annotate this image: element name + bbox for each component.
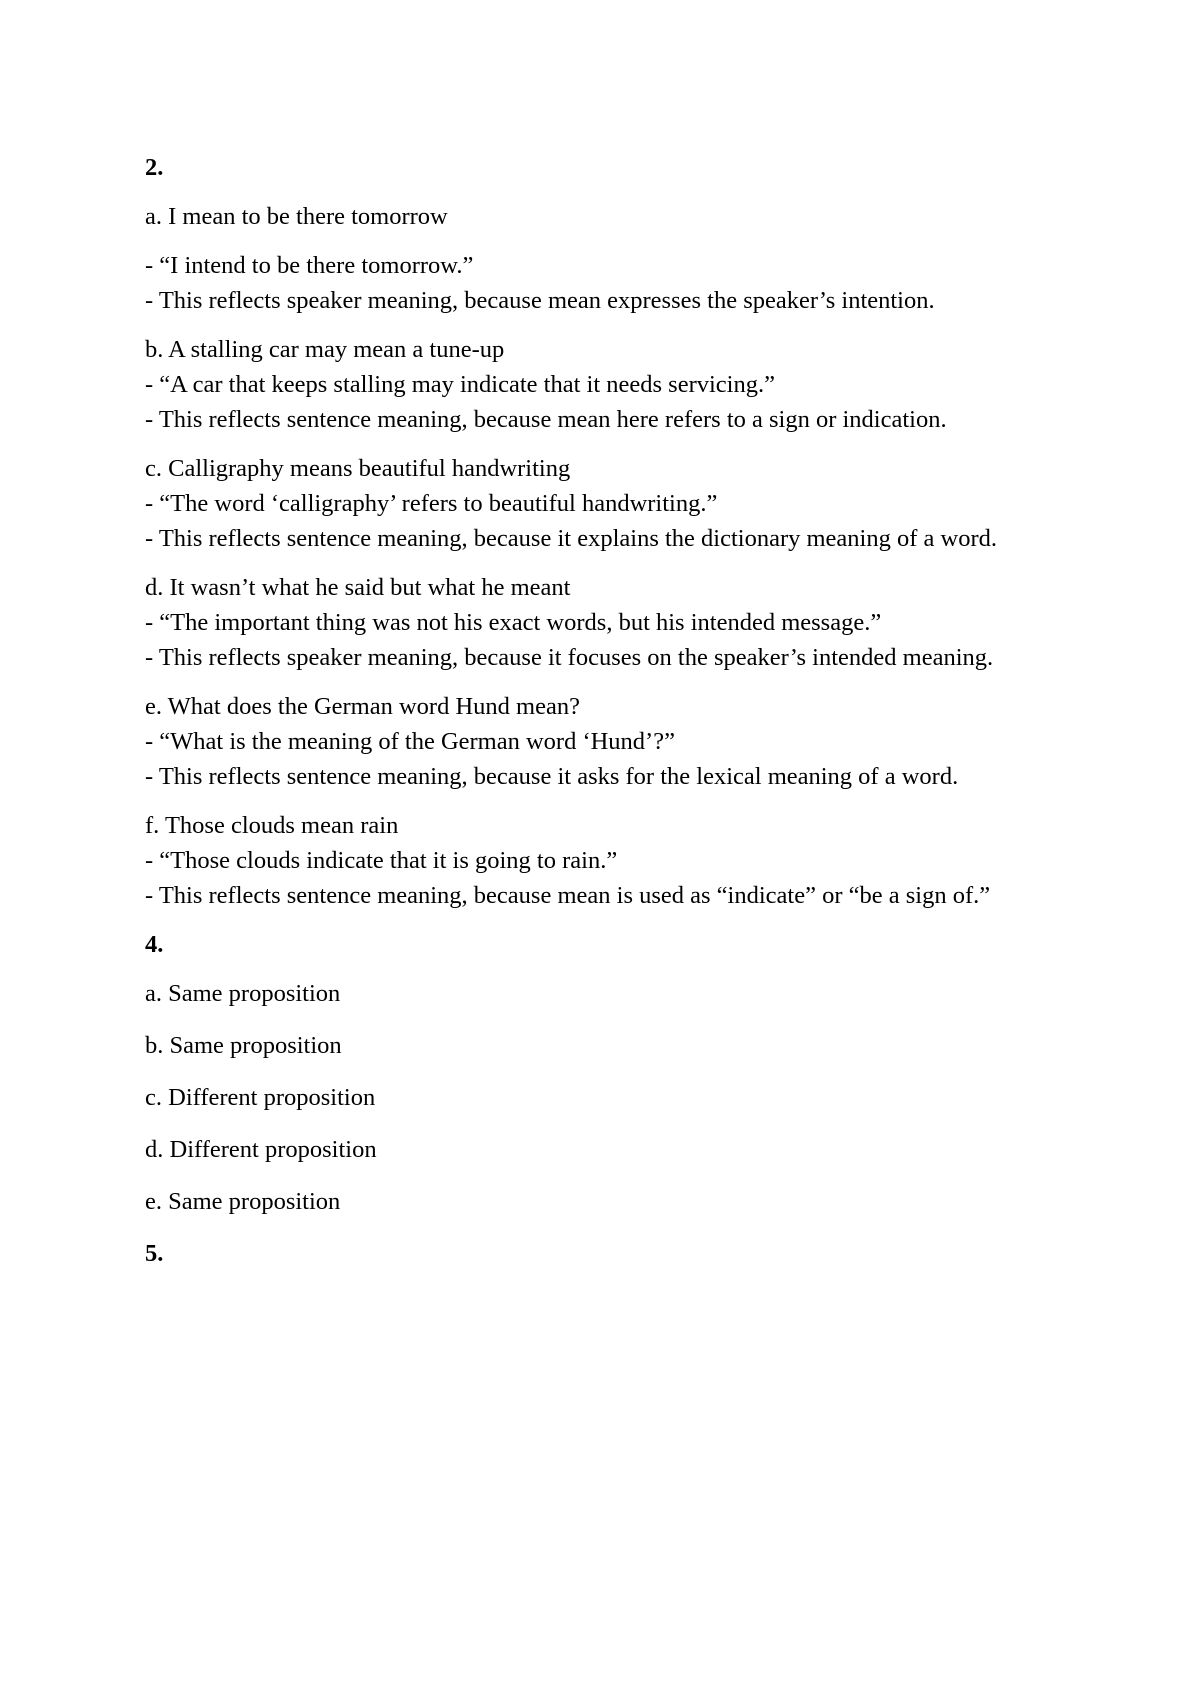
section-4-item-b: b. Same proposition xyxy=(145,1032,342,1059)
section-2-item-b xyxy=(145,332,1070,437)
section-4-item-a: a. Same proposition xyxy=(145,980,341,1007)
section-2-item-d xyxy=(145,570,1070,675)
item-paraphrase: - “The important thing was not his exact words, but his intended message.” xyxy=(145,609,882,636)
section-2-item-f xyxy=(145,808,1070,913)
item-explanation: - This reflects sentence meaning, because mean is used as “indicate” or “be a sign of.” xyxy=(145,882,991,909)
item-title: f. Those clouds mean rain xyxy=(145,812,399,839)
item-explanation: - This reflects speaker meaning, because mean expresses the speaker’s intention. xyxy=(145,287,935,314)
section-4-item-c: c. Different proposition xyxy=(145,1084,376,1111)
item-explanation: - This reflects speaker meaning, because it focuses on the speaker’s intended meaning. xyxy=(145,644,994,671)
section-2-item-a-details xyxy=(145,248,1070,318)
item-title: a. I mean to be there tomorrow xyxy=(145,203,448,230)
section-5-heading: 5. xyxy=(145,1240,164,1267)
item-paraphrase: - “What is the meaning of the German word ‘Hund’?” xyxy=(145,728,675,755)
item-title: b. A stalling car may mean a tune-up xyxy=(145,336,505,363)
section-2-item-e xyxy=(145,689,1070,794)
section-4-heading: 4. xyxy=(145,931,164,958)
item-explanation: - This reflects sentence meaning, because mean here refers to a sign or indication. xyxy=(145,406,947,433)
section-4-item-d: d. Different proposition xyxy=(145,1136,377,1163)
section-2-item-a xyxy=(145,199,1070,234)
item-paraphrase: - “A car that keeps stalling may indicate that it needs servicing.” xyxy=(145,371,775,398)
section-4-item-e: e. Same proposition xyxy=(145,1188,341,1215)
item-title: c. Calligraphy means beautiful handwriting xyxy=(145,455,571,482)
item-title: d. It wasn’t what he said but what he meant xyxy=(145,574,571,601)
item-explanation: - This reflects sentence meaning, because it asks for the lexical meaning of a word. xyxy=(145,763,959,790)
item-paraphrase: - “Those clouds indicate that it is going to rain.” xyxy=(145,847,618,874)
item-paraphrase: - “I intend to be there tomorrow.” xyxy=(145,252,474,279)
section-2-item-c xyxy=(145,451,1070,556)
item-explanation: - This reflects sentence meaning, because it explains the dictionary meaning of a word. xyxy=(145,525,997,552)
item-paraphrase: - “The word ‘calligraphy’ refers to beautiful handwriting.” xyxy=(145,490,718,517)
item-title: e. What does the German word Hund mean? xyxy=(145,693,580,720)
section-2-heading: 2. xyxy=(145,154,164,181)
